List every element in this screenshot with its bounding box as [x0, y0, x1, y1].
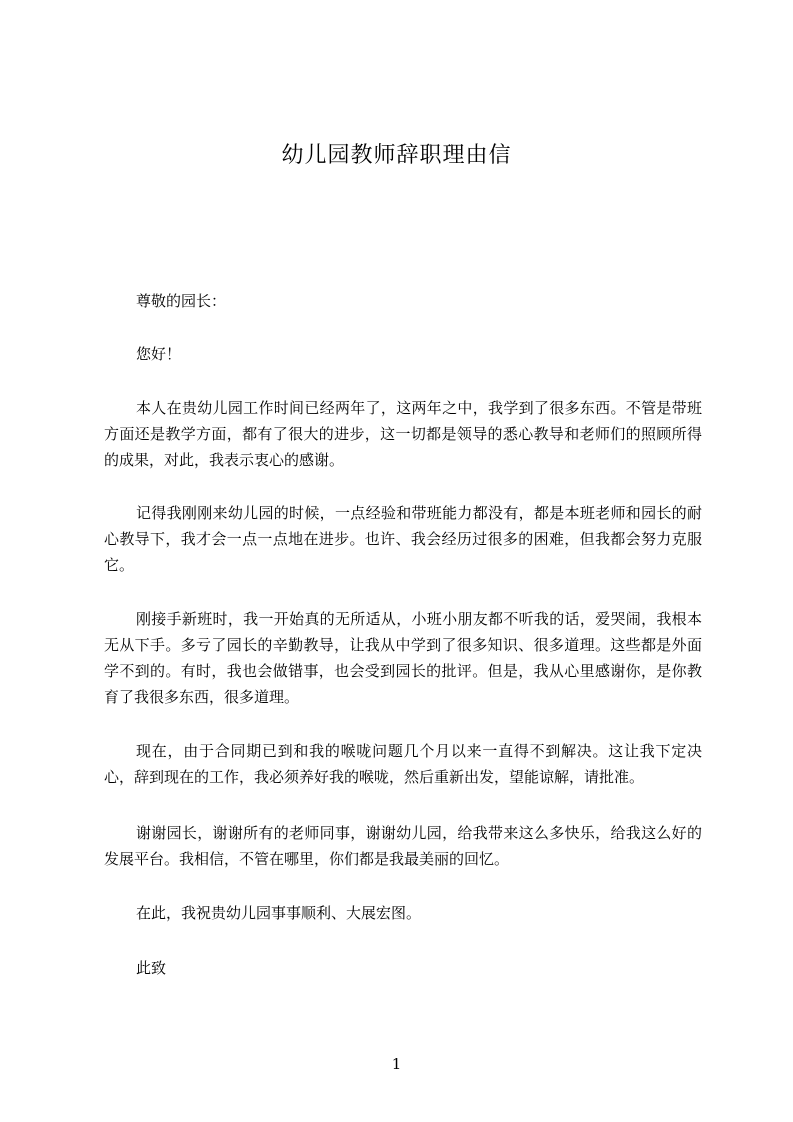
document-title: 幼儿园教师辞职理由信 [281, 143, 512, 168]
body-paragraph: 记得我刚刚来幼儿园的时候，一点经验和带班能力都没有，都是本班老师和园长的耐心教导下，我才会一点一点地在进步。也许、我会经历过很多的困难，但我都会努力克服它。 [104, 504, 702, 574]
body-paragraph: 在此，我祝贵幼儿园事事顺利、大展宏图。 [136, 904, 422, 922]
closing: 此致 [136, 959, 167, 977]
salutation: 尊敬的园长： [136, 292, 227, 310]
body-paragraph: 现在，由于合同期已到和我的喉咙问题几个月以来一直得不到解决。这让我下定决心，辞到现在的工作，我必须养好我的喉咙，然后重新出发，望能谅解，请批准。 [104, 742, 702, 786]
page-number: 1 [391, 1055, 402, 1073]
body-paragraph: 本人在贵幼儿园工作时间已经两年了，这两年之中，我学到了很多东西。不管是带班方面还是教学方面，都有了很大的进步，这一切都是领导的悉心教导和老师们的照顾所得的成果，对此，我表示衷心的感谢。 [104, 399, 702, 469]
greeting: 您好！ [136, 345, 182, 363]
body-paragraph: 刚接手新班时，我一开始真的无所适从，小班小朋友都不听我的话，爱哭闹，我根本无从下手。多亏了园长的辛勤教导，让我从中学到了很多知识、很多道理。这些都是外面学不到的。有时，我也会做错事，也会受到园长的批评。但是，我从心里感谢你，是你教育了我很多东西，很多道理。 [104, 610, 702, 706]
body-paragraph: 谢谢园长，谢谢所有的老师同事，谢谢幼儿园，给我带来这么多快乐，给我这么好的发展平台。我相信，不管在哪里，你们都是我最美丽的回忆。 [104, 824, 702, 868]
